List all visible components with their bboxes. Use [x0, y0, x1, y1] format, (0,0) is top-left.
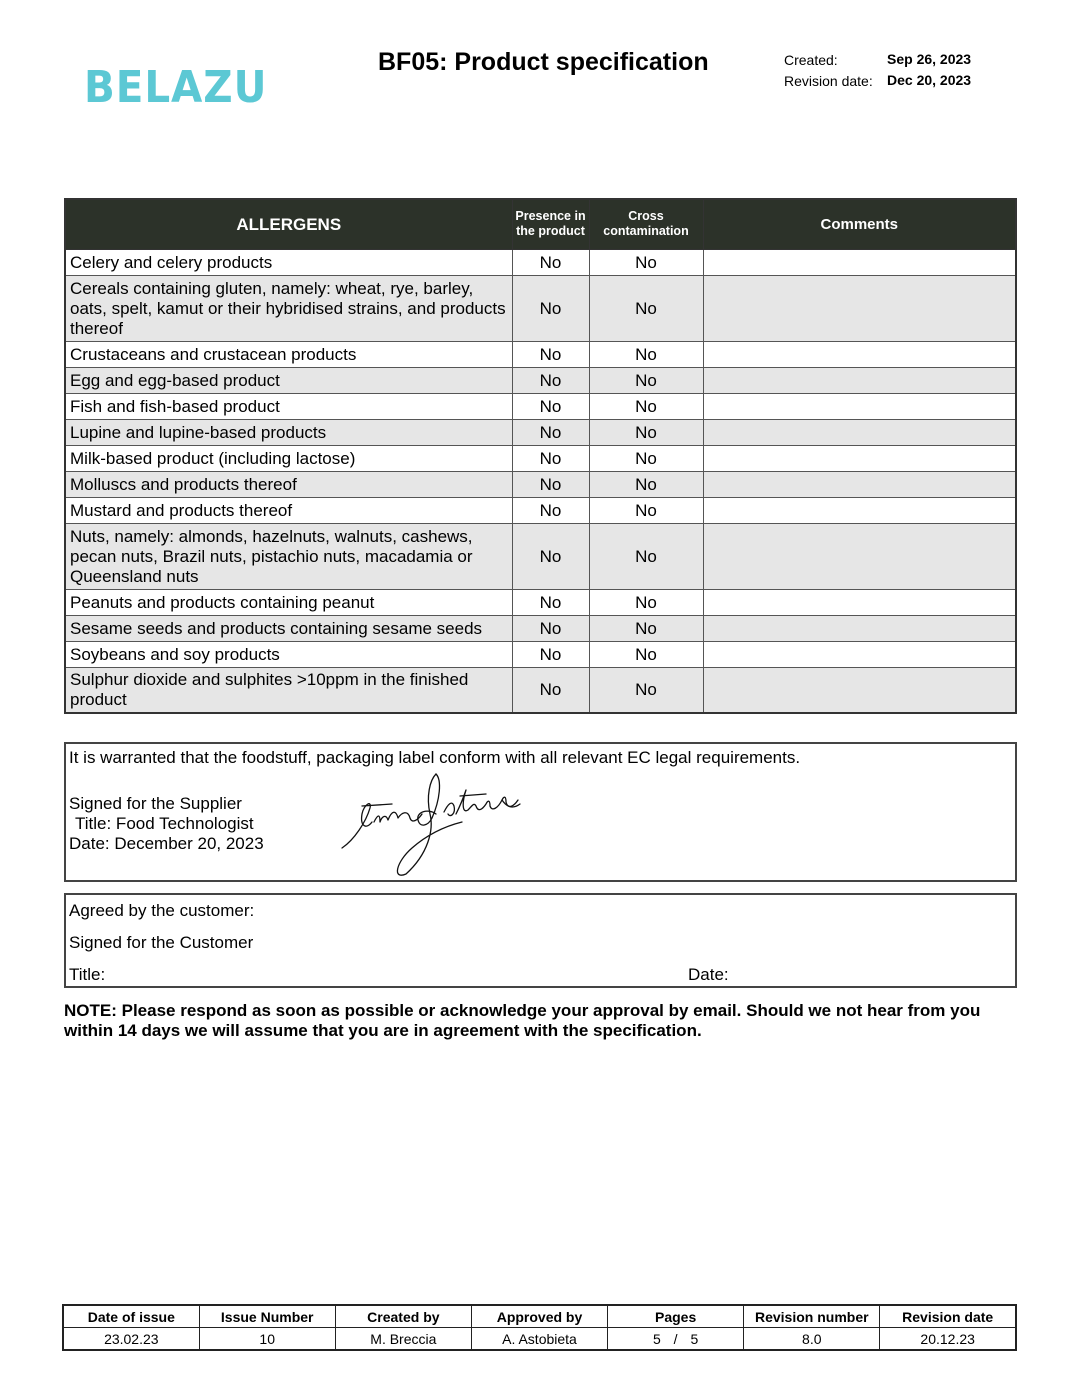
- allergen-name: Egg and egg-based product: [65, 367, 512, 393]
- comments-value: [703, 341, 1016, 367]
- customer-signed-for: Signed for the Customer: [69, 933, 254, 952]
- presence-value: No: [512, 615, 589, 641]
- allergen-name: Nuts, namely: almonds, hazelnuts, walnuts, cashews, pecan nuts, Brazil nuts, pistachio nuts, macadamia or Queensland nuts: [65, 523, 512, 589]
- created-by-header: Created by: [335, 1305, 471, 1328]
- presence-value: No: [512, 367, 589, 393]
- comments-value: [703, 275, 1016, 341]
- allergen-name: Celery and celery products: [65, 249, 512, 275]
- revision-number-header: Revision number: [744, 1305, 880, 1328]
- comments-value: [703, 393, 1016, 419]
- allergen-name: Lupine and lupine-based products: [65, 419, 512, 445]
- presence-value: No: [512, 249, 589, 275]
- table-row: [65, 589, 1016, 615]
- presence-value: No: [512, 641, 589, 667]
- table-row: [65, 497, 1016, 523]
- allergen-name: Molluscs and products thereof: [65, 471, 512, 497]
- allergen-name: Milk-based product (including lactose): [65, 445, 512, 471]
- cross-contamination-value: No: [589, 249, 703, 275]
- cross-contamination-value: No: [589, 471, 703, 497]
- allergen-name: Sulphur dioxide and sulphites >10ppm in the finished product: [65, 667, 512, 713]
- presence-value: No: [512, 393, 589, 419]
- presence-header: Presence in the product: [512, 199, 589, 249]
- date-of-issue-value: 23.02.23: [63, 1328, 199, 1351]
- presence-value: No: [512, 471, 589, 497]
- cross-contamination-value: No: [589, 615, 703, 641]
- allergen-name: Peanuts and products containing peanut: [65, 589, 512, 615]
- cross-contamination-header: Cross contamination: [589, 199, 703, 249]
- approval-note: NOTE: Please respond as soon as possible or acknowledge your approval by email. Should we not hear from you within 14 days we will assume that you are in agreement with the specification.: [64, 1001, 981, 1040]
- cross-contamination-value: No: [589, 445, 703, 471]
- created-date: Sep 26, 2023: [887, 51, 972, 67]
- warranty-statement: It is warranted that the foodstuff, packaging label conform with all relevant EC legal requirements.: [69, 748, 801, 767]
- revision-date-value: 20.12.23: [880, 1328, 1016, 1351]
- table-row: [65, 249, 1016, 275]
- cross-contamination-value: No: [589, 641, 703, 667]
- date-of-issue-header: Date of issue: [63, 1305, 199, 1328]
- customer-date-label: Date:: [688, 965, 729, 984]
- allergen-name: Sesame seeds and products containing sesame seeds: [65, 615, 512, 641]
- page-current: 5: [652, 1330, 661, 1347]
- table-row: [65, 419, 1016, 445]
- presence-value: No: [512, 419, 589, 445]
- revision-date-value: Dec 20, 2023: [887, 72, 972, 88]
- pages-header: Pages: [608, 1305, 744, 1328]
- company-logo: BELAZU: [84, 62, 268, 113]
- approved-by-value: A. Astobieta: [471, 1328, 607, 1351]
- allergen-name: Mustard and products thereof: [65, 497, 512, 523]
- supplier-signed-for: Signed for the Supplier: [69, 794, 242, 813]
- allergen-name: Crustaceans and crustacean products: [65, 341, 512, 367]
- pages-value: [608, 1328, 744, 1351]
- customer-title-label: Title:: [69, 965, 106, 984]
- supplier-title: Title: Food Technologist: [75, 814, 254, 833]
- table-row: [65, 275, 1016, 341]
- presence-value: No: [512, 667, 589, 713]
- presence-value: No: [512, 523, 589, 589]
- issue-number-value: 10: [199, 1328, 335, 1351]
- comments-value: [703, 419, 1016, 445]
- table-row: [65, 523, 1016, 589]
- page-total: 5: [690, 1330, 699, 1347]
- table-row: [65, 615, 1016, 641]
- cross-contamination-value: No: [589, 667, 703, 713]
- comments-value: [703, 445, 1016, 471]
- issue-number-header: Issue Number: [199, 1305, 335, 1328]
- supplier-date: Date: December 20, 2023: [69, 834, 264, 853]
- cross-contamination-value: No: [589, 367, 703, 393]
- comments-value: [703, 589, 1016, 615]
- cross-contamination-value: No: [589, 497, 703, 523]
- table-row: [65, 393, 1016, 419]
- presence-value: No: [512, 497, 589, 523]
- comments-value: [703, 667, 1016, 713]
- revision-date-label: Revision date:: [784, 73, 873, 89]
- presence-value: No: [512, 445, 589, 471]
- page-separator: /: [673, 1330, 678, 1347]
- table-row: [65, 445, 1016, 471]
- cross-contamination-value: No: [589, 275, 703, 341]
- customer-agreed-label: Agreed by the customer:: [69, 901, 255, 920]
- comments-value: [703, 615, 1016, 641]
- comments-value: [703, 523, 1016, 589]
- supplier-signature: [336, 770, 526, 878]
- comments-value: [703, 641, 1016, 667]
- approved-by-header: Approved by: [471, 1305, 607, 1328]
- cross-contamination-value: No: [589, 341, 703, 367]
- allergen-name: Cereals containing gluten, namely: wheat, rye, barley, oats, spelt, kamut or their hybridised strains, and products thereof: [65, 275, 512, 341]
- customer-agreement-box: [64, 893, 1017, 988]
- comments-header: Comments: [703, 199, 1016, 249]
- revision-date-header: Revision date: [880, 1305, 1016, 1328]
- allergen-name: Soybeans and soy products: [65, 641, 512, 667]
- allergens-header: ALLERGENS: [65, 199, 512, 249]
- created-by-value: M. Breccia: [335, 1328, 471, 1351]
- presence-value: No: [512, 589, 589, 615]
- table-row: [65, 471, 1016, 497]
- allergen-table: [64, 198, 1017, 714]
- document-control-table: [62, 1304, 1017, 1351]
- supplier-warranty-box: [64, 742, 1017, 882]
- presence-value: No: [512, 275, 589, 341]
- cross-contamination-value: No: [589, 589, 703, 615]
- table-row: [65, 667, 1016, 713]
- document-title: BF05: Product specification: [378, 48, 709, 76]
- cross-contamination-value: No: [589, 523, 703, 589]
- cross-contamination-value: No: [589, 419, 703, 445]
- presence-value: No: [512, 341, 589, 367]
- comments-value: [703, 249, 1016, 275]
- created-label: Created:: [784, 52, 838, 68]
- comments-value: [703, 367, 1016, 393]
- table-row: [65, 341, 1016, 367]
- table-row: [65, 367, 1016, 393]
- allergen-name: Fish and fish-based product: [65, 393, 512, 419]
- revision-number-value: 8.0: [744, 1328, 880, 1351]
- cross-contamination-value: No: [589, 393, 703, 419]
- comments-value: [703, 471, 1016, 497]
- table-row: [65, 641, 1016, 667]
- comments-value: [703, 497, 1016, 523]
